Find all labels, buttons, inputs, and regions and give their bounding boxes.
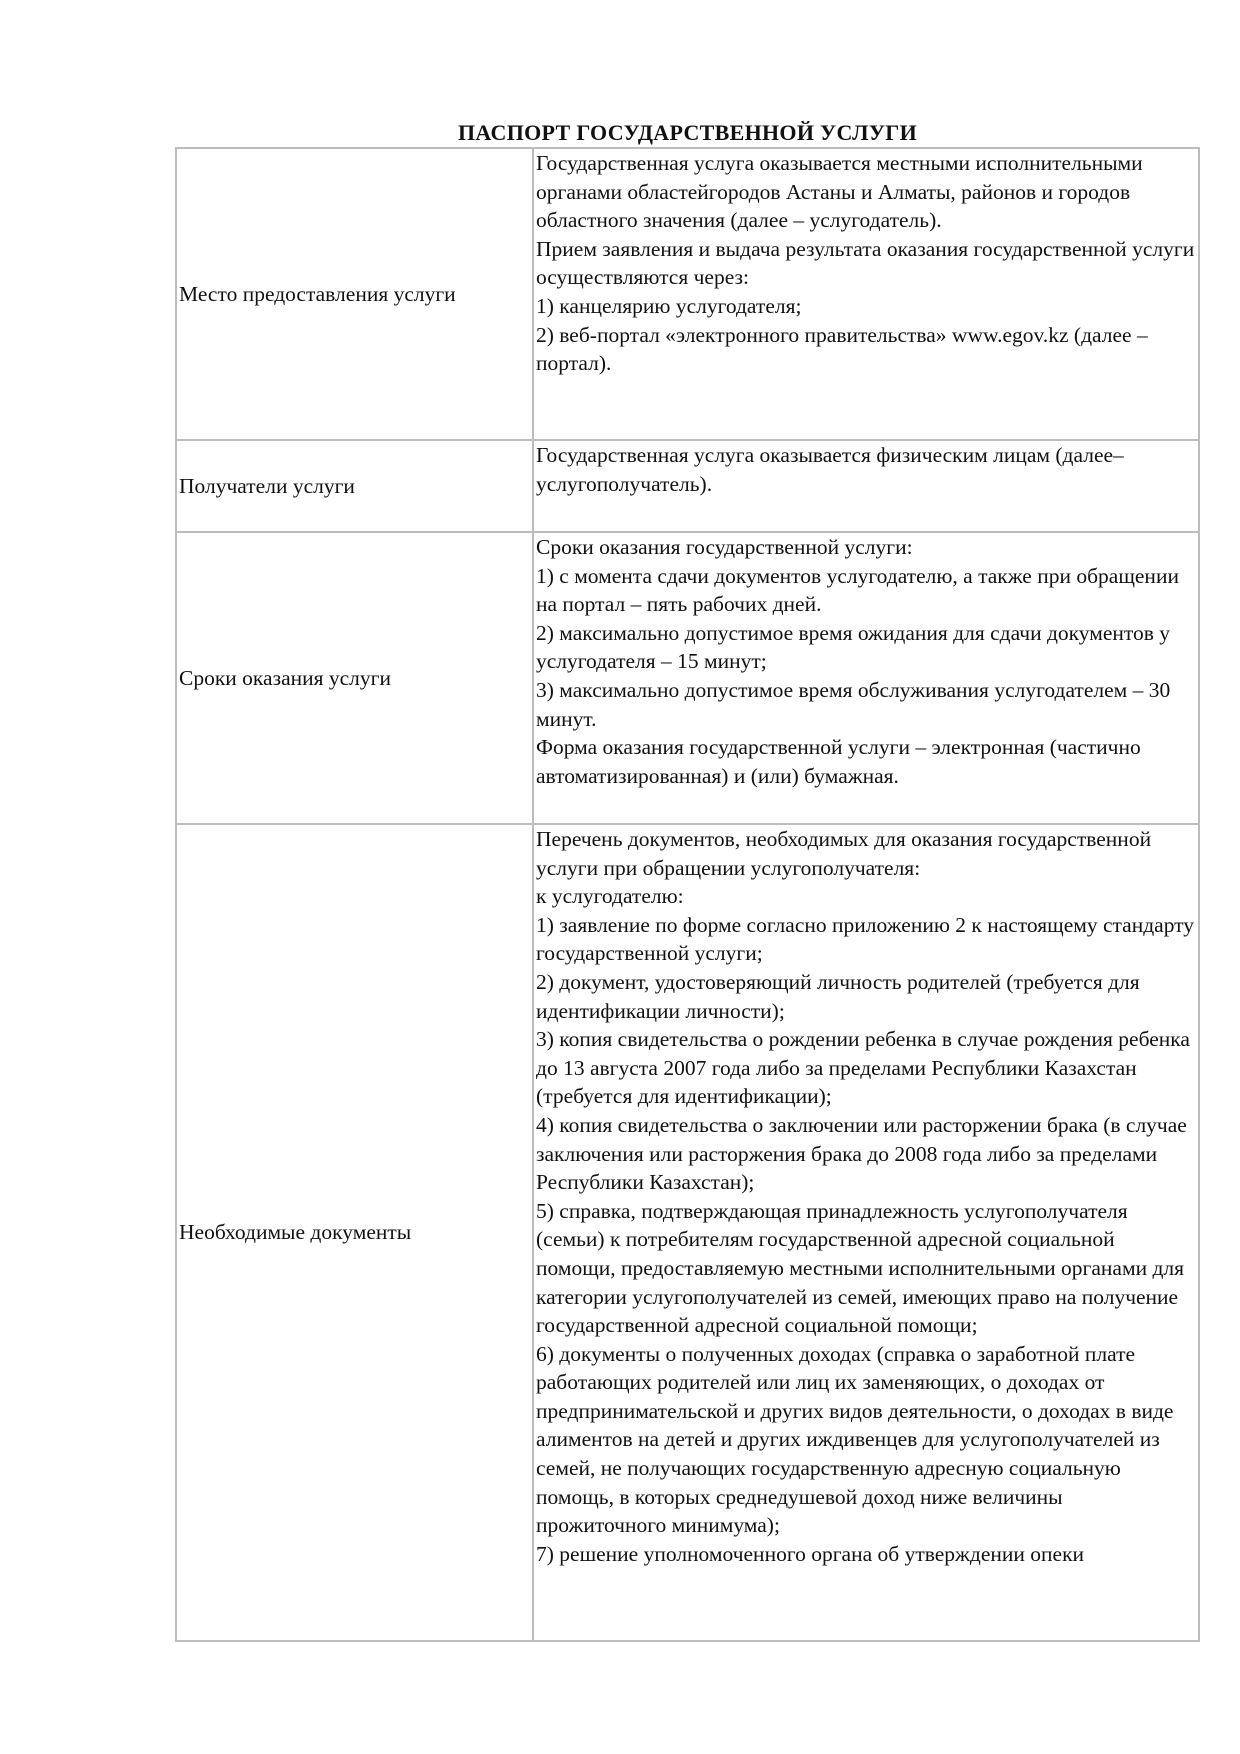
list-item: 7) решение уполномоченного органа об утверждении опеки (536, 1541, 1085, 1566)
row-content (533, 440, 1199, 532)
list-item: 4) копия свидетельства о заключении или расторжении брака (в случае заключения или расторжения брака до 2008 года либо за пределами Республики Казахстан); (536, 1112, 1187, 1195)
list-item: 1) заявление по форме согласно приложению 2 к настоящему стандарту государственной услуги; (536, 912, 1195, 966)
table-row-terms (176, 532, 1199, 824)
paragraph: Прием заявления и выдача результата оказания государственной услуги осуществляются через: (536, 236, 1195, 290)
paragraph: Перечень документов, необходимых для оказания государственной услуги при обращении услугополучателя: (536, 827, 1152, 880)
list-item: 6) документы о полученных доходах (справка о заработной плате работающих родителей или лиц их заменяющих, о доходах от предпринимательской и других видов деятельности, о доходах в виде алиментов на детей и других иждивенцев для услугополучателей из семей, не получающих государственную адресную социальную помощь, в которых среднедушевой доход ниже величины прожиточного минимума); (536, 1341, 1174, 1538)
paragraph: Форма оказания государственной услуги – электронная (частично автоматизированная) и (или) бумажная. (536, 735, 1141, 788)
paragraph: Государственная услуга оказывается местными исполнительными органами областейгородов Астаны и Алматы, районов и городов областного значения (далее – услугодатель). (536, 151, 1143, 233)
row-content (533, 532, 1199, 824)
list-item: 1) канцелярию услугодателя; (536, 293, 802, 318)
service-passport-table (175, 147, 1200, 1642)
row-content (533, 824, 1199, 1641)
row-label: Сроки оказания услуги (176, 532, 533, 824)
row-label: Необходимые документы (176, 824, 533, 1641)
list-item: 3) максимально допустимое время обслуживания услугодателем – 30 минут. (536, 677, 1171, 731)
list-item: 2) максимально допустимое время ожидания для сдачи документов у услугодателя – 15 минут; (536, 620, 1171, 674)
paragraph: Сроки оказания государственной услуги: (536, 535, 913, 559)
row-content (533, 148, 1199, 440)
paragraph: Государственная услуга оказывается физическим лицам (далее–услугополучатель). (536, 443, 1124, 496)
list-item: 2) веб-портал «электронного правительства» www.egov.kz (далее – портал). (536, 322, 1148, 376)
table-row-recipients (176, 440, 1199, 532)
row-label: Получатели услуги (176, 440, 533, 532)
paragraph: к услугодателю: (536, 884, 684, 909)
list-item: 1) с момента сдачи документов услугодателю, а также при обращении на портал – пять рабочих дней. (536, 563, 1179, 617)
list-item: 2) документ, удостоверяющий личность родителей (требуется для идентификации личности); (536, 969, 1140, 1023)
table-row-documents (176, 824, 1199, 1641)
document-title: ПАСПОРТ ГОСУДАРСТВЕННОЙ УСЛУГИ (458, 120, 917, 145)
list-item: 5) справка, подтверждающая принадлежность услугополучателя (семьи) к потребителям государственной адресной социальной помощи, предоставляемую местными исполнительными органами для категории услугополучателей из семей, имеющих право на получение государственной адресной социальной помощи; (536, 1198, 1185, 1338)
row-label: Место предоставления услуги (176, 148, 533, 440)
list-item: 3) копия свидетельства о рождении ребенка в случае рождения ребенка до 13 августа 2007 года либо за пределами Республики Казахстан (требуется для идентификации); (536, 1027, 1190, 1109)
table-row-service-place (176, 148, 1199, 440)
